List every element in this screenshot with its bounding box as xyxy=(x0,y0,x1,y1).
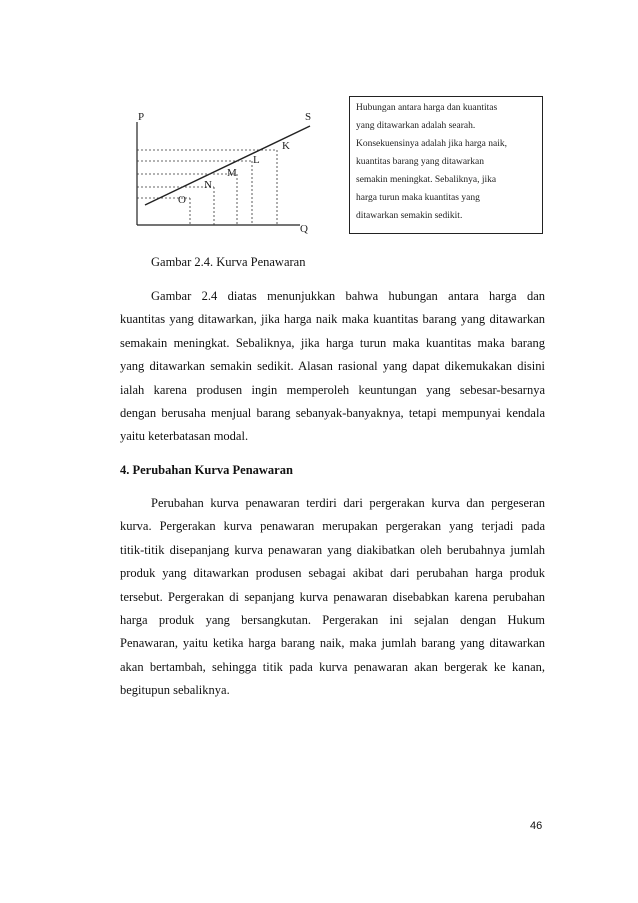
note-line: harga turun maka kuantitas yang xyxy=(356,193,480,203)
label-l: L xyxy=(253,154,260,166)
text-line: Gambar 2.4 diatas menunjukkan bahwa hubungan antara harga dan xyxy=(151,289,545,303)
text-line: harga produk yang bersangkutan. Pergerakan ini sejalan dengan Hukum xyxy=(120,612,545,627)
note-line: Konsekuensinya adalah jika harga naik, xyxy=(356,139,507,149)
text-line: tersebut. Pergerakan di sepanjang kurva penawaran disebabkan karena perubahan xyxy=(120,589,545,604)
text-line: semakain meningkat. Sebaliknya, jika harga turun maka kuantitas maka barang xyxy=(120,335,545,350)
supply-line xyxy=(145,126,310,205)
figure-caption: Gambar 2.4. Kurva Penawaran xyxy=(151,255,306,269)
text-line: yang ditawarkan semakin sedikit. Alasan rasional yang dapat dikemukakan disini xyxy=(120,359,545,374)
explanation-box xyxy=(349,96,543,234)
page-number: 46 xyxy=(530,820,543,832)
label-p: P xyxy=(138,111,145,123)
label-m: M xyxy=(227,167,237,179)
text-line: begitupun sebaliknya. xyxy=(120,683,230,698)
note-line: ditawarkan semakin sedikit. xyxy=(356,211,463,221)
label-k: K xyxy=(282,140,290,152)
text-line: titik-titik disepanjang kurva penawaran yang diakibatkan oleh berubahnya jumlah xyxy=(120,542,545,557)
supply-curve-diagram xyxy=(120,92,330,242)
note-line: yang ditawarkan adalah searah. xyxy=(356,121,476,131)
label-n: N xyxy=(204,179,212,191)
text-line: akan bertambah, sehingga titik pada kurva penawaran akan bergerak ke kanan, xyxy=(120,659,545,674)
note-line: semakin meningkat. Sebaliknya, jika xyxy=(356,175,497,185)
text-line: Perubahan kurva penawaran terdiri dari pergerakan kurva dan pergeseran xyxy=(151,496,545,510)
label-s: S xyxy=(305,111,312,123)
text-line: dengan berusaha menjual barang sebanyak-banyaknya, tetapi mempunyai kendala xyxy=(120,405,545,420)
text-line: produk yang ditawarkan produsen sebagai akibat dari perubahan harga produk xyxy=(120,566,545,581)
section-heading: 4. Perubahan Kurva Penawaran xyxy=(120,463,293,477)
text-line: ialah karena produsen ingin memperoleh keuntungan yang sebesar-besarnya xyxy=(120,382,545,397)
label-o: O xyxy=(178,194,186,206)
note-line: Hubungan antara harga dan kuantitas xyxy=(356,103,498,113)
text-line: Penawaran, yaitu ketika harga barang naik, maka jumlah barang yang ditawarkan xyxy=(120,636,545,651)
text-line: kuantitas yang ditawarkan, jika harga naik maka kuantitas barang yang ditawarkan xyxy=(120,312,545,327)
paragraph-1 xyxy=(120,285,545,449)
label-q: Q xyxy=(300,223,308,235)
text-line: kurva. Pergerakan kurva penawaran merupakan pergerakan yang terjadi pada xyxy=(120,519,545,534)
paragraph-2 xyxy=(120,492,545,703)
text-line: yaitu keterbatasan modal. xyxy=(120,429,249,444)
note-line: kuantitas barang yang ditawarkan xyxy=(356,157,484,167)
